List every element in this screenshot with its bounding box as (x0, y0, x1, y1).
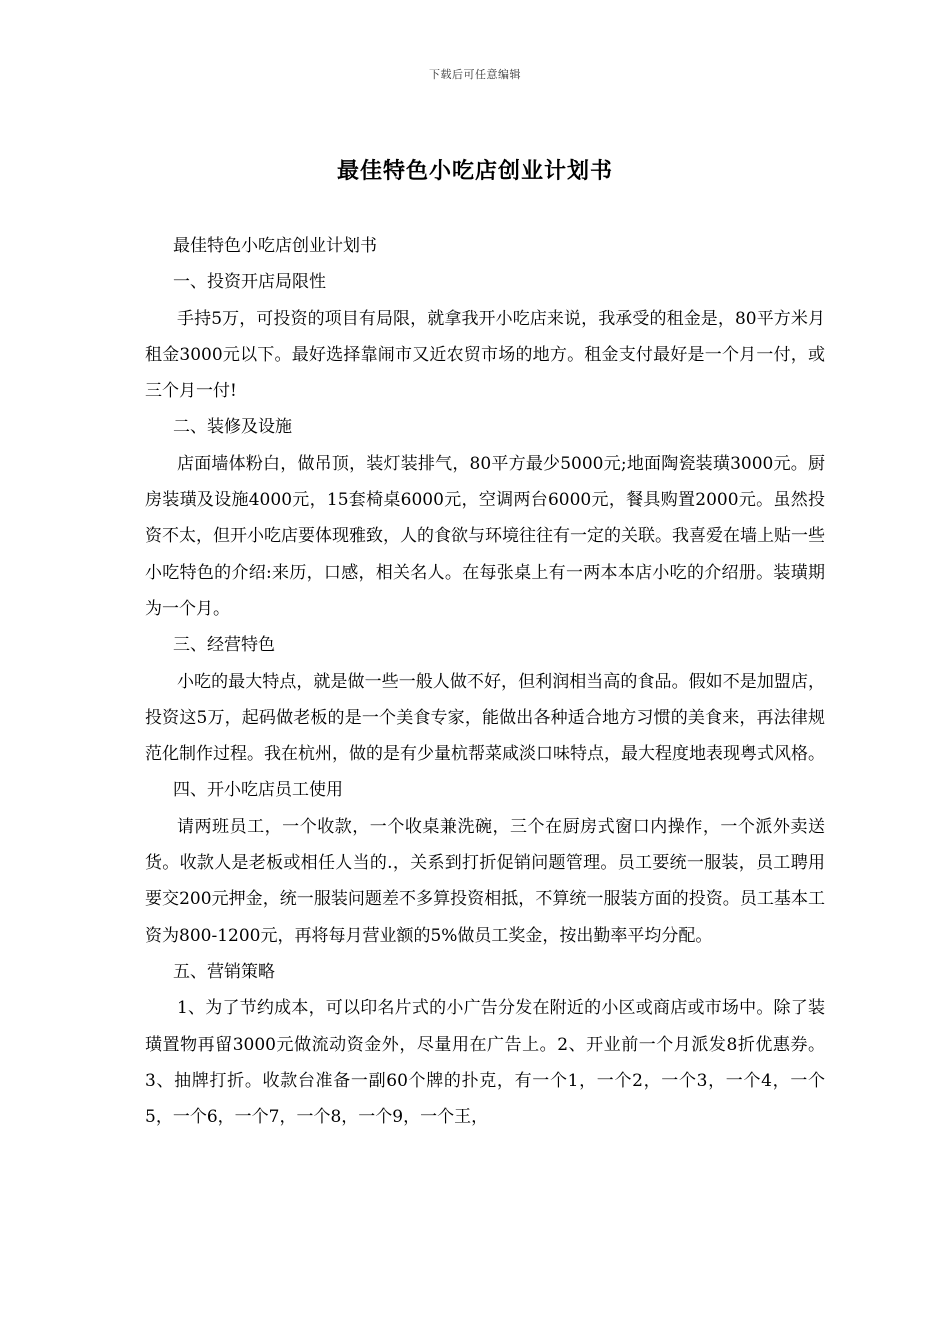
document-title: 最佳特色小吃店创业计划书 (336, 158, 613, 184)
header-note: 下载后可任意编辑 (429, 68, 521, 81)
document-body (145, 228, 825, 1135)
section-heading-1: 一、投资开店局限性 (173, 272, 326, 293)
section-heading-3: 三、经营特色 (173, 635, 275, 656)
section-paragraph-3: 小吃的最大特点，就是做一些一般人做不好，但利润相当高的食品。假如不是加盟店，投资这5万，起码做老板的是一个美食专家，能做出各种适合地方习惯的美食来，再法律规范化制作过程。我在杭州，做的是有少量杭帮菜咸淡口味特点，最大程度地表现粤式风格。 (145, 671, 825, 765)
section-heading-5: 五、营销策略 (173, 961, 275, 982)
section-paragraph-4: 请两班员工，一个收款，一个收桌兼洗碗，三个在厨房式窗口内操作，一个派外卖送货。收款人是老板或相任人当的.，关系到打折促销问题管理。员工要统一服装，员工聘用要交200元押金，统一服装问题差不多算投资相抵，不算统一服装方面的投资。员工基本工资为800-1200元，再将每月营业额的5%做员工奖金，按出勤率平均分配。 (145, 816, 825, 946)
section-paragraph-5: 1、为了节约成本，可以印名片式的小广告分发在附近的小区或商店或市场中。除了装璜置物再留3000元做流动资金外，尽量用在广告上。2、开业前一个月派发8折优惠券。3、抽牌打折。收款台准备一副60个牌的扑克，有一个1，一个2，一个3，一个4，一个5，一个6，一个7，一个8，一个9，一个王， (145, 998, 825, 1128)
document-subtitle: 最佳特色小吃店创业计划书 (173, 236, 377, 256)
section-paragraph-1: 手持5万，可投资的项目有局限，就拿我开小吃店来说，我承受的租金是，80平方米月租金3000元以下。最好选择靠闹市又近农贸市场的地方。租金支付最好是一个月一付，或三个月一付! (145, 308, 825, 402)
section-heading-4: 四、开小吃店员工使用 (173, 780, 343, 801)
section-paragraph-2: 店面墙体粉白，做吊顶，装灯装排气，80平方最少5000元;地面陶瓷装璜3000元。厨房装璜及设施4000元，15套椅桌6000元，空调两台6000元，餐具购置2000元。虽然投资不太，但开小吃店要体现雅致，人的食欲与环境往往有一定的关联。我喜爱在墙上贴一些小吃特色的介绍:来历，口感，相关名人。在每张桌上有一两本本店小吃的介绍册。装璜期为一个月。 (145, 453, 825, 619)
section-heading-2: 二、装修及设施 (173, 417, 292, 438)
